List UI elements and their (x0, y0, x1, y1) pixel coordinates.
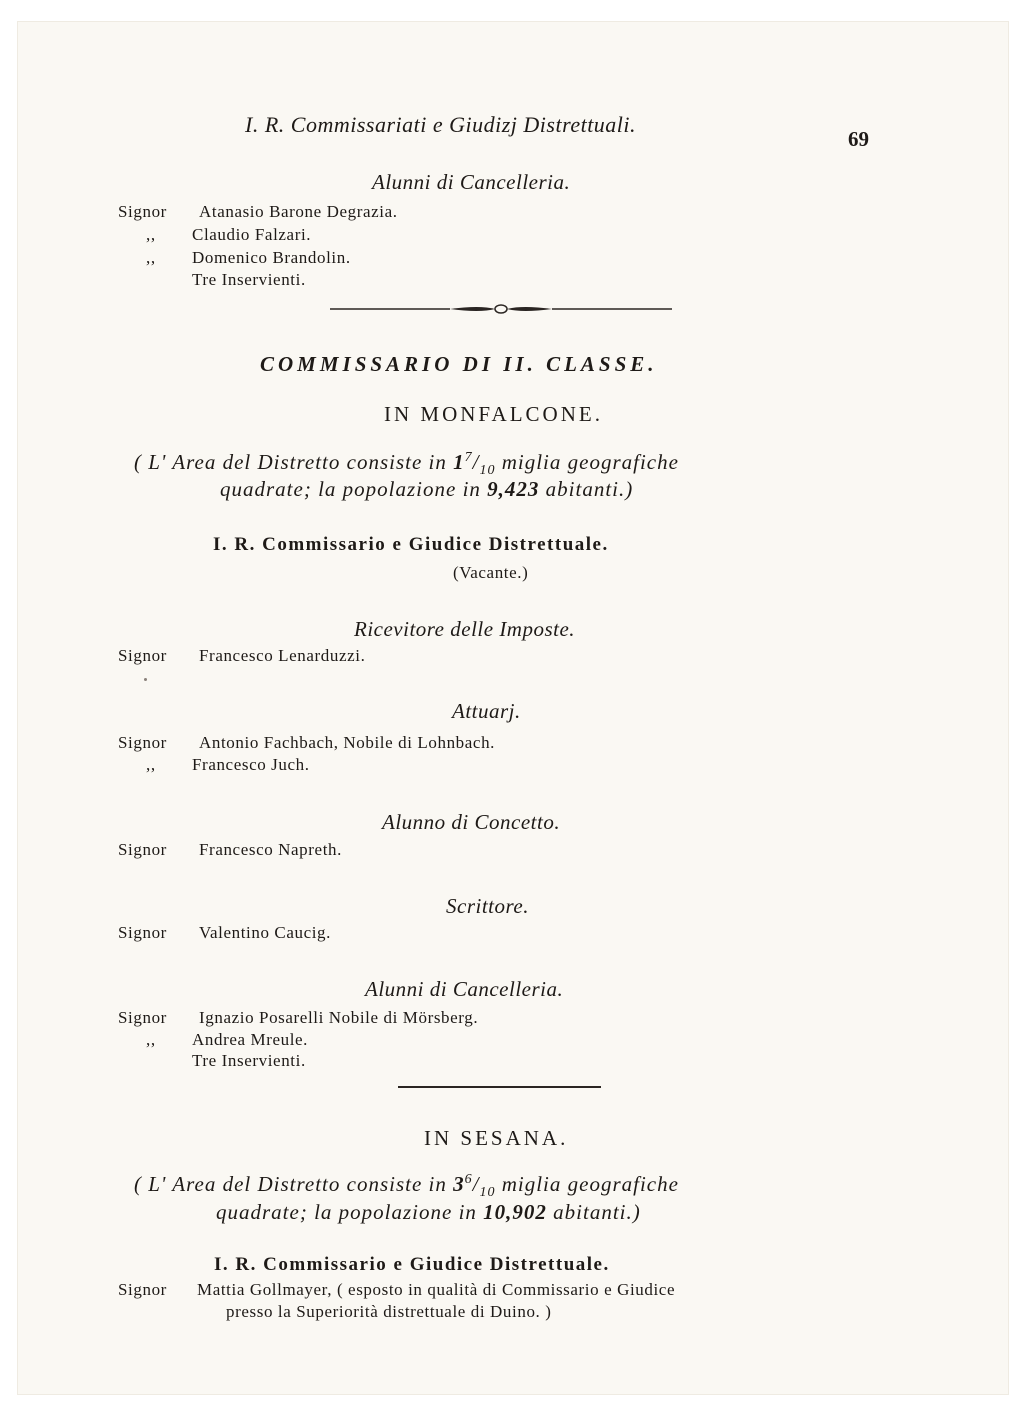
list-item: Tre Inservienti. (192, 1051, 306, 1070)
section-heading-attuarj: Attuarj. (452, 699, 521, 723)
section-heading-ricevitore: Ricevitore delle Imposte. (354, 617, 576, 641)
section-heading-alunni: Alunni di Cancelleria. (372, 170, 571, 194)
entry-line: presso la Superiorità distrettuale di Duino. ) (226, 1302, 552, 1321)
signor-label: Signor (118, 1008, 167, 1027)
vacancy-note: (Vacante.) (453, 563, 529, 582)
list-item: Valentino Caucig. (199, 923, 332, 942)
district-title-sesana: IN SESANA. (424, 1126, 569, 1150)
list-item: Tre Inservienti. (192, 270, 306, 289)
list-item: Atanasio Barone Degrazia. (199, 202, 398, 221)
list-item: Domenico Brandolin. (192, 248, 351, 267)
ditto-mark: ,, (146, 225, 156, 244)
signor-label: Signor (118, 733, 167, 752)
section-heading-alunno: Alunno di Concetto. (382, 810, 561, 834)
list-item: Ignazio Posarelli Nobile di Mörsberg. (199, 1008, 479, 1027)
ditto-mark: ,, (146, 1030, 156, 1049)
class-heading: COMMISSARIO DI II. CLASSE. (260, 352, 658, 376)
signor-label: Signor (118, 202, 167, 221)
area-line-2: quadrate; la popolazione in 9,423 abitanti.) (220, 477, 634, 501)
list-item: Claudio Falzari. (192, 225, 312, 244)
list-item: Francesco Juch. (192, 755, 310, 774)
running-title: I. R. Commissariati e Giudizj Distrettuali. (245, 112, 637, 137)
page-number: 69 (848, 127, 869, 151)
district-title-monfalcone: IN MONFALCONE. (384, 402, 603, 426)
list-item: Antonio Fachbach, Nobile di Lohnbach. (199, 733, 496, 752)
section-divider (398, 1086, 601, 1088)
commissario-heading: I. R. Commissario e Giudice Distrettuale. (213, 534, 609, 555)
ornamental-divider (330, 300, 672, 318)
section-heading-alunni-2: Alunni di Cancelleria. (365, 977, 564, 1001)
list-item: Francesco Napreth. (199, 840, 342, 859)
area-line-1: ( L' Area del Distretto consiste in $1^7/_{10}$ miglia geografiche (134, 450, 679, 479)
list-item: Andrea Mreule. (192, 1030, 309, 1049)
ink-speck (144, 678, 147, 681)
signor-label: Signor (118, 646, 167, 665)
section-heading-scrittore: Scrittore. (446, 894, 529, 918)
signor-label: Signor (118, 1280, 167, 1299)
signor-label: Signor (118, 923, 167, 942)
list-item: Francesco Lenarduzzi. (199, 646, 366, 665)
area-line-2: quadrate; la popolazione in 10,902 abitanti.) (216, 1200, 641, 1224)
ditto-mark: ,, (146, 755, 156, 774)
entry-line: Mattia Gollmayer, ( esposto in qualità di Commissario e Giudice (197, 1280, 676, 1299)
area-line-1: ( L' Area del Distretto consiste in $3^6/_{10}$ miglia geografiche (134, 1172, 679, 1201)
ditto-mark: ,, (146, 248, 156, 267)
signor-label: Signor (118, 840, 167, 859)
commissario-heading: I. R. Commissario e Giudice Distrettuale. (214, 1254, 610, 1275)
